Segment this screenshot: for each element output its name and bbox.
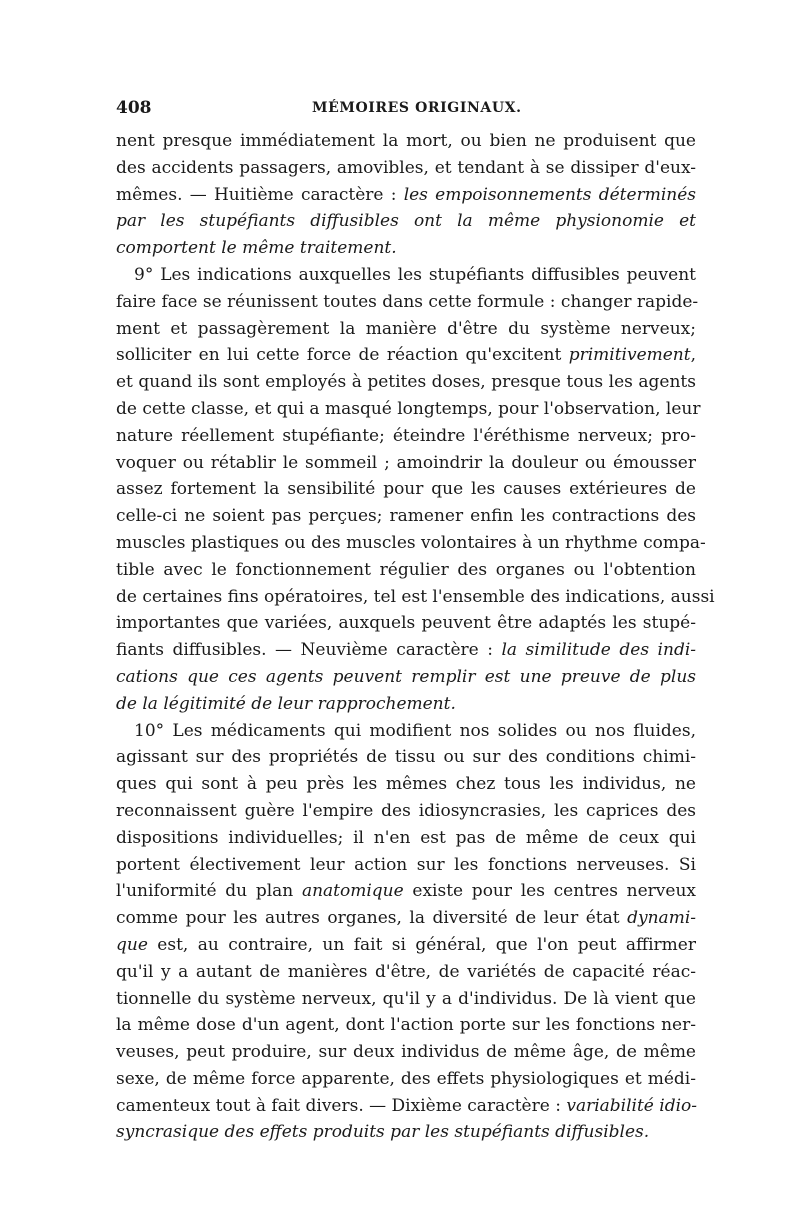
text-run: fiants diffusibles. — Neuvième caractère : [116,640,502,661]
text-run: et quand ils sont employés à petites doses, presque tous les agents [116,372,696,393]
text-run: importantes que variées, auxquels peuvent être adaptés les stupé- [116,613,696,634]
text-line [116,932,696,959]
text-line [116,208,696,235]
text-line [116,262,696,289]
text-run: tionnelle du système nerveux, qu'il y a d'individus. De là vient que [116,988,696,1009]
text-run: nent presque immédiatement la mort, ou bien ne produisent que [116,131,696,151]
text-run: tible avec le fonctionnement régulier des organes ou l'obtention [116,559,696,580]
text-line [116,825,696,852]
text-run: voquer ou rétablir le sommeil ; amoindrir la douleur ou émousser [116,452,696,473]
text-line [116,235,696,262]
text-run: dispositions individuelles; il n'en est pas de même de ceux qui [116,827,696,848]
text-line [116,852,696,879]
italic-run: primitivement [568,345,691,366]
text-run: portent électivement leur action sur les fonctions nerveuses. Si [116,854,696,875]
text-run: qu'il y a autant de manières d'être, de variétés de capacité réac- [116,961,696,982]
italic-run: les empoisonnements déterminés [403,184,696,205]
page-header [116,98,696,124]
text-line [116,316,696,343]
text-run: 9° Les indications auxquelles les stupéfiants diffusibles peuvent [134,264,696,285]
text-run: assez fortement la sensibilité pour que les causes extérieures de [116,479,696,500]
text-line [116,798,696,825]
italic-run: anatomique [301,881,404,902]
text-run: camenteux tout à fait divers. — Dixième caractère : [116,1095,567,1116]
text-run: mêmes. — Huitième caractère : [116,184,404,205]
text-run: des accidents passagers, amovibles, et tendant à se dissiper d'eux- [116,157,696,178]
text-run: la même dose d'un agent, dont l'action porte sur les fonctions ner- [116,1015,696,1036]
text-line [116,610,696,637]
text-line [116,396,701,423]
body-text [116,128,715,1146]
italic-run: cations que ces agents peuvent remplir est une preuve de plus [116,666,696,687]
italic-run: syncrasique des effets produits par les stupéfiants diffusibles. [116,1122,650,1143]
text-line [116,557,696,584]
text-run: ment et passagèrement la manière d'être du système nerveux; [116,318,696,339]
text-line [116,182,696,209]
text-run: comme pour les autres organes, la diversité de leur état [116,908,628,929]
text-line [116,289,699,316]
text-run: nature réellement stupéfiante; éteindre l'éréthisme nerveux; pro- [116,425,696,446]
text-line [116,155,696,182]
text-run: existe pour les centres nerveux [403,881,696,902]
text-line [116,718,696,745]
text-run: ques qui sont à peu près les mêmes chez tous les individus, ne [116,774,696,795]
text-run: celle-ci ne soient pas perçues; ramener enfin les contractions des [116,506,696,527]
text-run: 10° Les médicaments qui modifient nos solides ou nos fluides, [134,720,696,741]
text-line [116,986,696,1013]
text-line [116,959,696,986]
italic-run: la similitude des indi- [501,640,697,661]
text-run: est, au contraire, un fait si général, que l'on peut affirmer [147,934,696,955]
text-run: l'uniformité du plan [116,881,302,902]
text-run: veuses, peut produire, sur deux individus de même âge, de même [116,1042,696,1063]
italic-run: variabilité idio- [566,1095,698,1116]
italic-run: par les stupéfiants diffusibles ont la même physionomie et [116,211,696,232]
italic-run: comportent le même traitement. [116,238,397,259]
text-line [116,691,696,718]
text-run: faire face se réunissent toutes dans cette formule : changer rapide- [116,291,699,312]
italic-run: de la légitimité de leur rapprochement. [116,693,456,714]
text-line [116,128,696,155]
text-run: agissant sur des propriétés de tissu ou sur des conditions chimi- [116,747,696,768]
text-line [116,744,696,771]
running-title: MÉMOIRES ORIGINAUX. [312,100,522,116]
text-line [116,1012,696,1039]
text-run: de cette classe, et qui a masqué longtemps, pour l'observation, leur [116,398,701,419]
text-line [116,530,706,557]
text-run: , [690,345,696,366]
text-line [116,905,696,932]
text-run: solliciter en lui cette force de réaction qu'excitent [116,345,569,366]
text-line [116,423,696,450]
text-line [116,342,696,369]
text-line [116,664,696,691]
text-line [116,1039,696,1066]
text-line [116,503,696,530]
text-line [116,369,696,396]
text-line [116,637,696,664]
text-line [116,584,715,611]
text-run: muscles plastiques ou des muscles volontaires à un rhythme compa- [116,532,706,553]
text-line [116,450,696,477]
text-run: de certaines fins opératoires, tel est l'ensemble des indications, aussi [116,586,715,607]
text-line [116,878,696,905]
text-line [116,1093,696,1120]
page-number: 408 [116,98,152,118]
text-run: sexe, de même force apparente, des effets physiologiques et médi- [116,1068,696,1089]
text-run: reconnaissent guère l'empire des idiosyncrasies, les caprices des [116,800,696,821]
text-line [116,476,696,503]
text-line [116,1066,696,1093]
italic-run: que [116,934,148,955]
text-line [116,1119,696,1146]
text-line [116,771,696,798]
italic-run: dynami- [627,908,696,929]
